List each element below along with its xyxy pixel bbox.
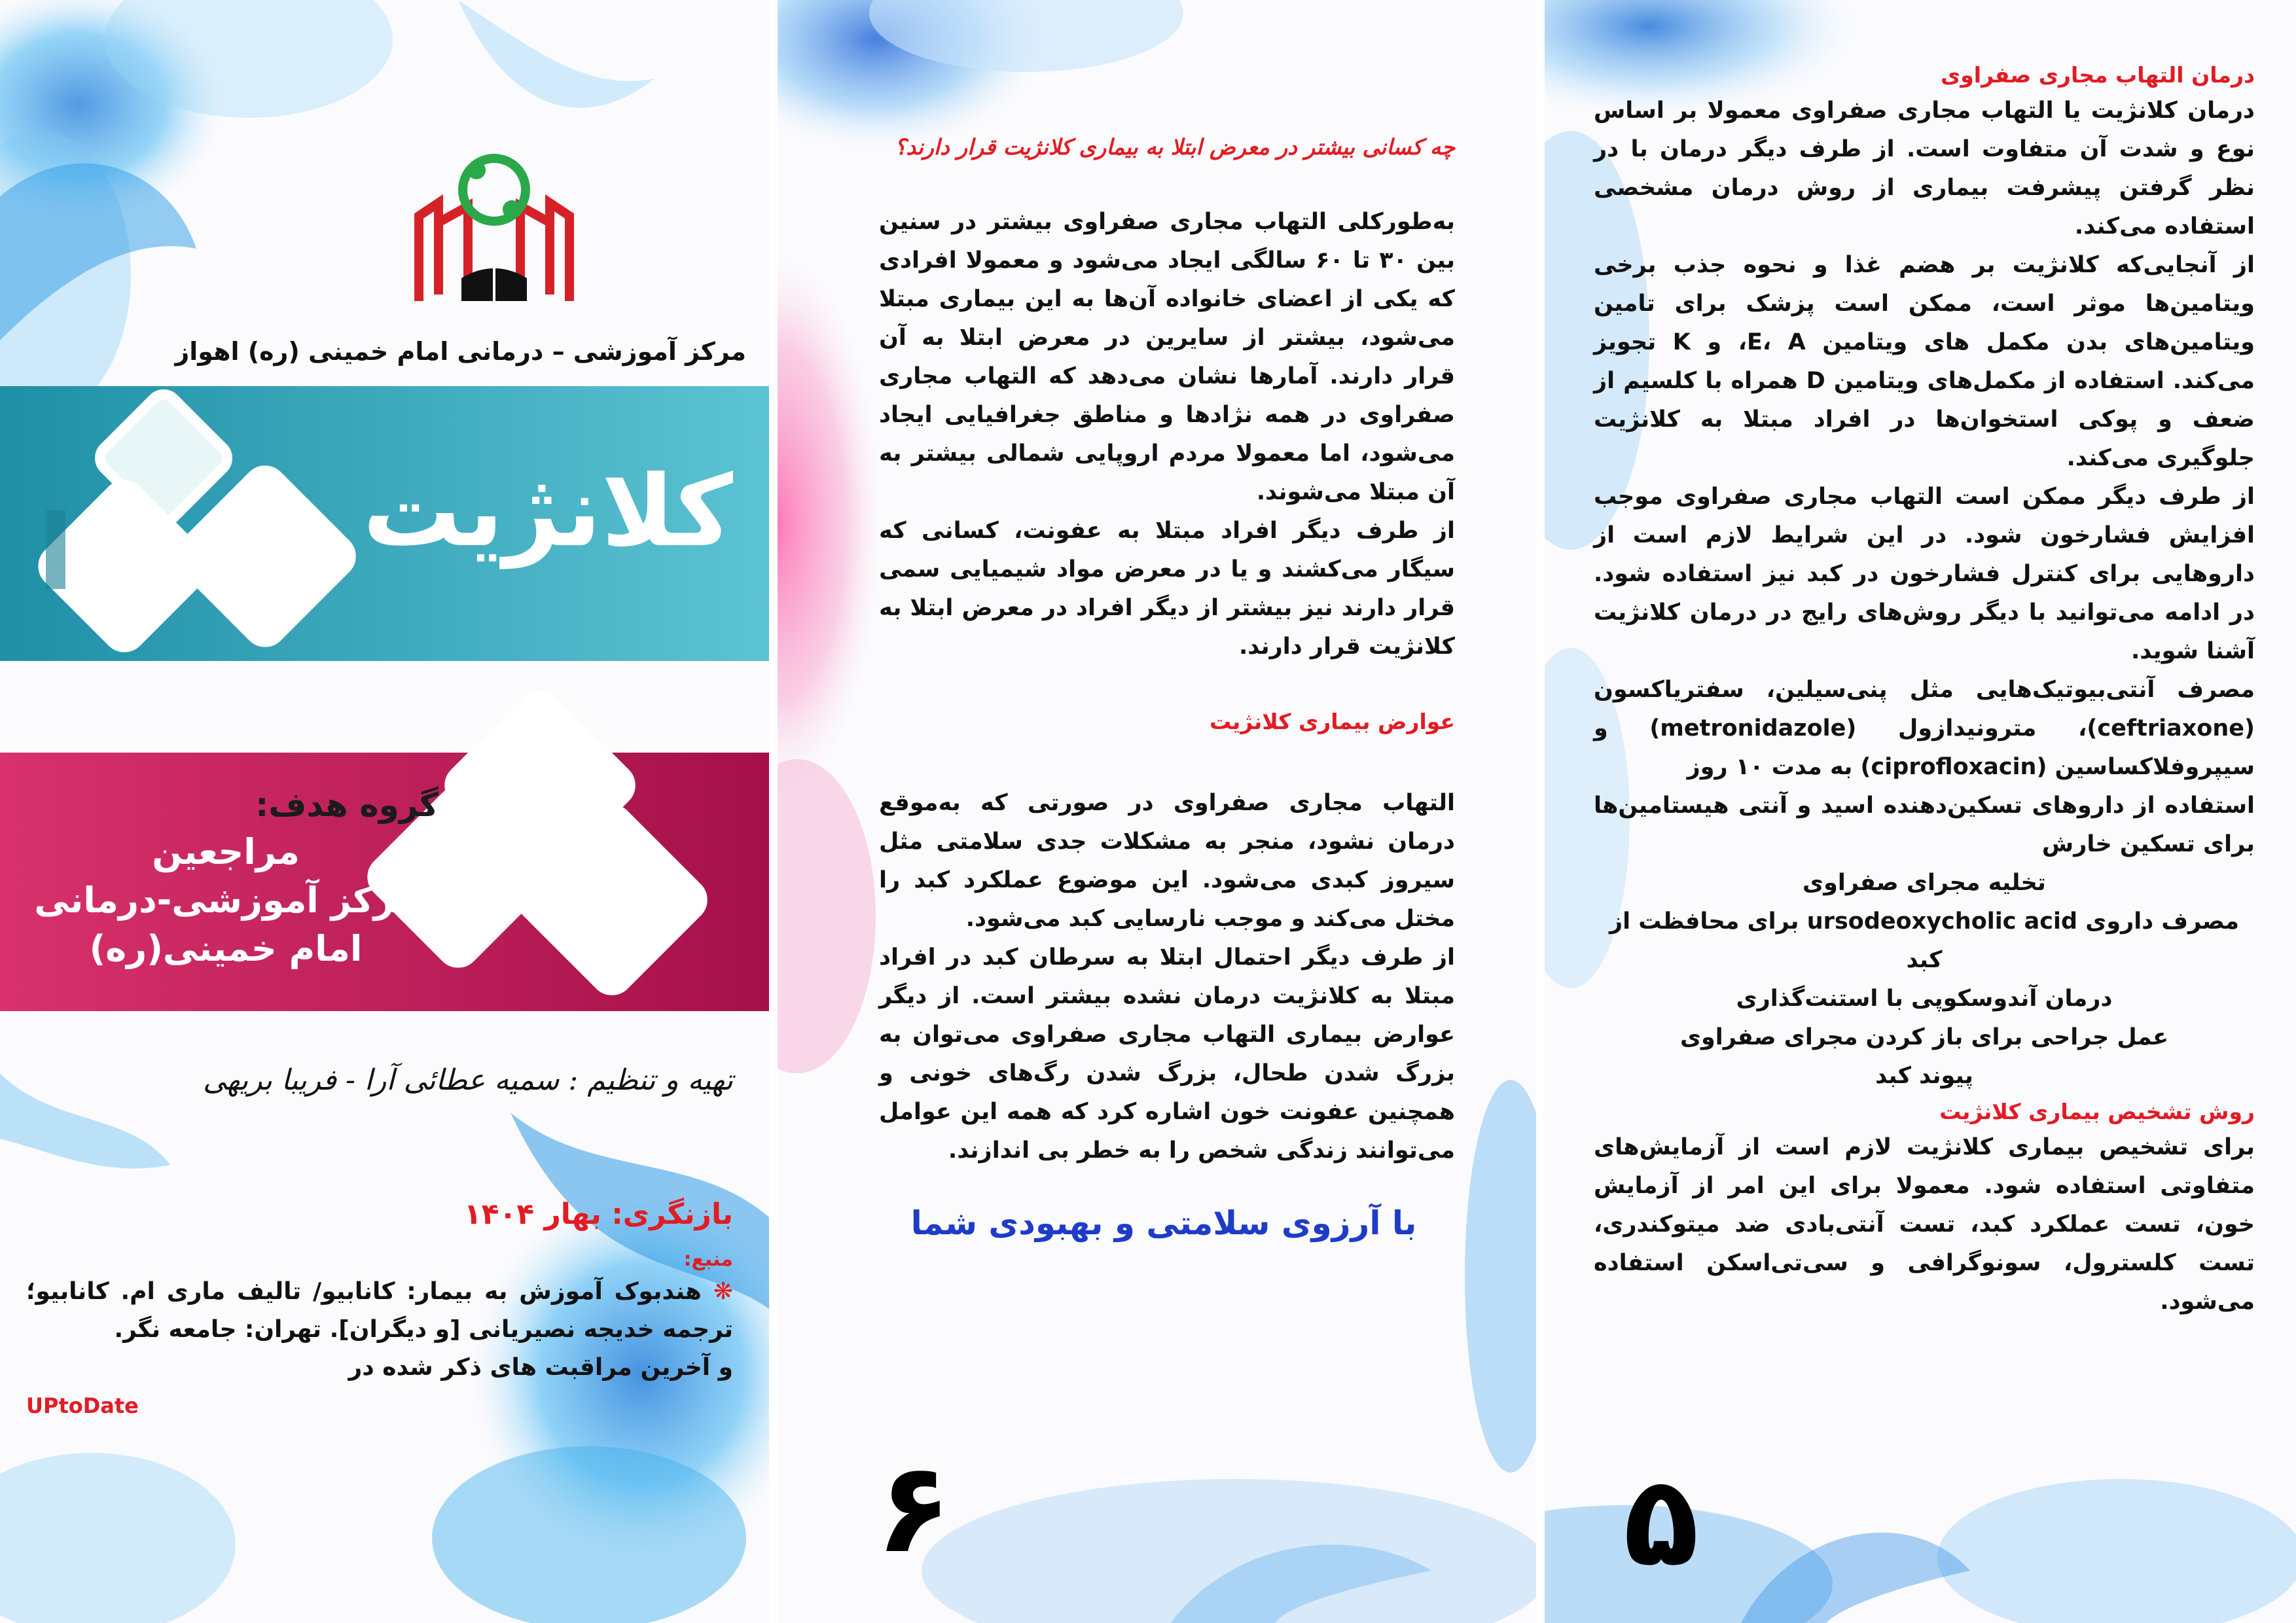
paragraph-complications-2: از طرف دیگر احتمال ابتلا به سرطان کبد در افراد مبتلا به کلانژیت درمان نشده بیشتر است. از دیگر عوارض بیماری التهاب مجاری صفراوی می‌توان به بزرگ شدن طحال، بزرگ شدن رگ‌های خونی و همچنین عفونت خون اشاره کرد که همه این عوامل می‌توانند زندگی شخص را به خطر بی اندازند. [879, 944, 1455, 1164]
treatment-item-4: عمل جراحی برای باز کردن مجرای صفراوی [1679, 1024, 2169, 1050]
heading-risk-groups: چه کسانی بیشتر در معرض ابتلا به بیماری کلانژیت قرار دارند؟ [894, 134, 1455, 160]
page-6-panel [778, 0, 1536, 1623]
paragraph-complications-1: التهاب مجاری صفراوی در صورتی که به‌موقع درمان نشود، منجر به مشکلات جدی سلامتی مثل سیروز کبدی می‌شود. این موضوع عملکرد کبد را مختل می‌کند و موجب نارسایی کبد می‌شود. [879, 790, 1455, 932]
paragraph-diagnosis: برای تشخیص بیماری کلانژیت لازم است از آزمایش‌های متفاوتی استفاده شود. معمولا برای این امر از آزمایش خون، تست عملکرد کبد، تست آنتی‌بادی ضد میتوکندری، تست کلسترول، سونوگرافی و سی‌تی‌اسکن استفاده می‌شود. [1594, 1134, 2255, 1315]
source-text2: و آخرین مراقبت های ذکر شده در [348, 1354, 733, 1381]
center-name: مرکز آموزشی – درمانی امام خمینی (ره) اهواز [175, 337, 746, 366]
target-group-label: گروه هدف: [255, 786, 439, 824]
paragraph-risk-2: از طرف دیگر افراد مبتلا به عفونت، کسانی که سیگار می‌کشند و یا در معرض مواد شیمیایی سمی قرار دارند نیز بیشتر از دیگر افراد در معرض ابتلا به کلانژیت قرار دارند. [879, 518, 1455, 660]
treatment-item-1: تخلیه مجرای صفراوی [1803, 870, 2046, 896]
paragraph-treatment-3: از طرف دیگر ممکن است التهاب مجاری صفراوی موجب افزایش فشارخون شود. در این شرایط لازم است از داروهایی برای کنترل فشارخون در کبد نیز استفاده شود. در ادامه می‌توانید با دیگر روش‌های رایج در درمان کلانژیت آشنا شوید. [1594, 484, 2255, 664]
page-number-5: ۵ [1623, 1449, 1699, 1594]
target-group-line2: مرکز آموزشی-درمانی [34, 880, 418, 921]
paragraph-risk-1: به‌طورکلی التهاب مجاری صفراوی بیشتر در سنین بین ۳۰ تا ۶۰ سالگی ایجاد می‌شود و معمولا افرادی که یکی از اعضای خانواده آن‌ها به این بیماری مبتلا می‌شود، بیشتر از سایرین در معرض ابتلا به آن قرار دارند. آمارها نشان می‌دهد که التهاب مجاری صفراوی در همه نژادها و مناطق جغرافیایی ایجاد می‌شود، اما معمولا مردم اروپایی شمالی بیشتر به آن مبتلا می‌شوند. [879, 209, 1455, 505]
asterisk-icon: ❋ [702, 1278, 733, 1305]
treatment-item-2: مصرف داروی ursodeoxycholic acid برای محافظت از کبد [1609, 908, 2240, 973]
page5-text [1594, 59, 2255, 1321]
hospital-logo-icon [399, 144, 589, 308]
revision-date: بازنگری: بهار ۱۴۰۴ [463, 1198, 733, 1231]
heading-complications: عوارض بیماری کلانژیت [1209, 709, 1455, 734]
heading-diagnosis: روش تشخیص بیماری کلانژیت [1939, 1099, 2255, 1124]
page-5-panel [1545, 0, 2296, 1623]
source-text: هندبوک آموزش به بیمار: کانابیو/ تالیف ماری ام. کانابیو؛ ترجمه خدیجه نصیریانی [و دیگران]. تهران: جامعه نگر. [26, 1278, 733, 1343]
paragraph-treatment-5: استفاده از داروهای تسکین‌دهنده اسید و آنتی هیستامین‌ها برای تسکین خارش [1594, 793, 2255, 857]
wish-text: با آرزوی سلامتی و بهبودی شما [910, 1204, 1417, 1242]
page-number-6: ۶ [876, 1436, 952, 1580]
treatment-item-5: پیوند کبد [1875, 1063, 1973, 1089]
target-group-block [13, 782, 439, 973]
cover-panel [0, 0, 769, 1623]
brochure-title: کلانژیت [363, 455, 733, 569]
source-block [26, 1247, 733, 1425]
paragraph-treatment-2: از آنجایی‌که کلانژیت بر هضم غذا و نحوه جذب برخی ویتامین‌ها موثر است، ممکن است پزشک برای تامین ویتامین‌های بدن مکمل های ویتامین E، A، و K تجویز می‌کند. استفاده از مکمل‌های ویتامین D همراه با کلسیم از ضعف و پوکی استخوان‌ها در افراد مبتلا به کلانژیت جلوگیری می‌کند. [1594, 252, 2255, 471]
source-label: منبع: [683, 1248, 733, 1271]
page6-text [879, 131, 1455, 1170]
paragraph-treatment-4: مصرف آنتی‌بیوتیک‌هایی مثل پنی‌سیلین، سفتریاکسون (ceftriaxone)، مترونیدازول (metronidazole) و سیپروفلاکساسین (ciprofloxacin) به مدت ۱۰ روز [1594, 677, 2255, 780]
treatment-item-3: درمان آندوسکوپی با استنت‌گذاری [1736, 986, 2113, 1012]
prepared-by: تهیه و تنظیم : سمیه عطائی آرا - فریبا بریهی [203, 1063, 733, 1097]
target-group-line3: امام خمینی(ره) [89, 928, 363, 969]
source-uptodate: UPtoDate [26, 1393, 139, 1418]
heading-treatment: درمان التهاب مجاری صفراوی [1941, 62, 2255, 88]
target-group-line1: مراجعین [152, 831, 300, 872]
paragraph-treatment-1: درمان کلانژیت یا التهاب مجاری صفراوی معمولا بر اساس نوع و شدت آن متفاوت است. از طرف دیگر درمان با در نظر گرفتن پیشرفت بیماری از روش درمان مشخصی استفاده می‌کند. [1594, 98, 2255, 240]
